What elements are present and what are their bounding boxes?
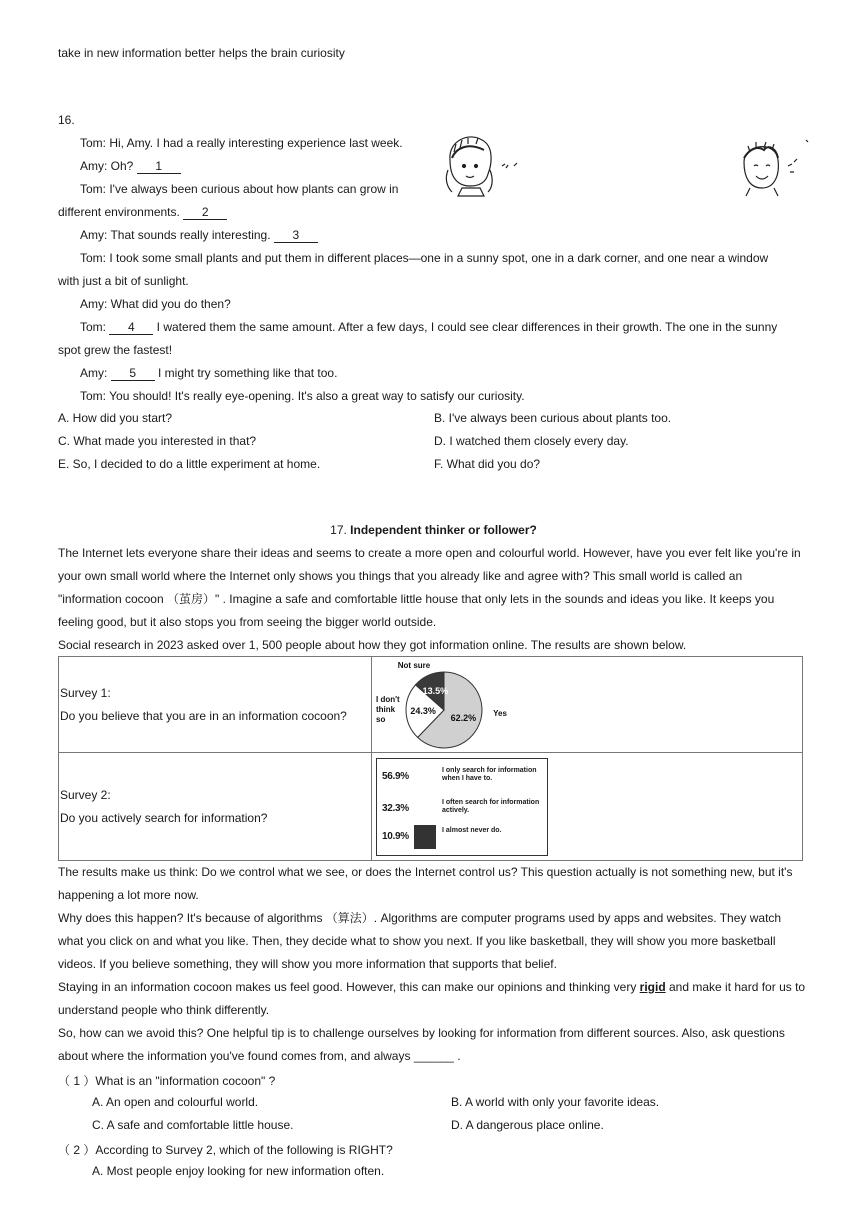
survey-1-chart-cell: [372, 657, 803, 753]
option-a: A. How did you start?: [58, 411, 173, 425]
dialogue-text: Tom:: [80, 320, 110, 334]
dialogue-text: Tom: You should! It's really eye-opening. It's also a great way to satisfy our curiosity.: [80, 389, 525, 403]
survey-2-label: Survey 2:: [60, 787, 111, 802]
para5-text-pre: Staying in an information cocoon makes us feel good. However, this can make our opinions and thinking very: [58, 980, 640, 994]
q17-title: Independent thinker or follower?: [350, 523, 537, 537]
answer-blank-3[interactable]: 3: [274, 228, 318, 243]
pie-category-0: Yes: [493, 708, 507, 718]
survey-2-row: [377, 765, 547, 791]
survey-2-cell: [59, 753, 372, 861]
survey-2-percent: 56.9%: [382, 770, 409, 782]
sub1-option-c: C. A safe and comfortable little house.: [92, 1118, 294, 1132]
dialogue-text: Amy: Oh?: [80, 159, 137, 173]
dialogue-text: Tom: I took some small plants and put them in different places—one in a sunny spot, one in a dark corner, and one near a window: [80, 251, 769, 265]
survey-1-question: Do you believe that you are in an information cocoon?: [60, 708, 347, 723]
dialogue-text: with just a bit of sunlight.: [58, 274, 189, 288]
dialogue-line: [80, 251, 768, 265]
dialogue-line: [80, 320, 777, 335]
q17-paragraph-1: The Internet lets everyone share their ideas and seems to create a more open and colourful world. However, have you ever felt like you're in your own small world where the Internet only shows you things that you already like and agree with? This small world is called an "information cocoon （茧房）" . Imagine a safe and comfortable little house that only lets in the sounds and ideas you like. It keeps you feeling good, but it also stops you from seeing the bigger world outside.: [58, 546, 801, 629]
pie-category-2: Not sure: [397, 660, 431, 670]
dialogue-text: Amy: What did you do then?: [80, 297, 231, 311]
dialogue-text: I watered them the same amount. After a few days, I could see clear differences in their growth. The one in the sunny: [153, 320, 778, 334]
sub1-option-d: D. A dangerous place online.: [451, 1118, 604, 1132]
q17-heading: [0, 523, 867, 537]
dialogue-text: Tom: Hi, Amy. I had a really interesting experience last week.: [80, 136, 403, 150]
girl-reading-illustration: [440, 130, 530, 198]
survey-2-row: [377, 797, 547, 823]
survey-2-swatch: [414, 825, 436, 849]
option-e: E. So, I decided to do a little experiment at home.: [58, 457, 321, 471]
pie-category-1: I don't think so: [376, 694, 400, 724]
q17-number: 17.: [330, 523, 351, 537]
sub2-option-a: A. Most people enjoy looking for new information often.: [92, 1164, 385, 1178]
option-b: B. I've always been curious about plants too.: [434, 411, 672, 425]
dialogue-text: Tom: I've always been curious about how plants can grow in: [80, 182, 399, 196]
pie-label-0: 62.2%: [450, 712, 477, 723]
dialogue-line: [58, 205, 227, 220]
dialogue-line: [80, 297, 231, 311]
survey-2-label: I almost never do.: [442, 826, 502, 834]
survey-2-row: [377, 825, 547, 851]
answer-blank-1[interactable]: 1: [137, 159, 181, 174]
dialogue-line: [58, 343, 172, 357]
pie-label-1: 24.3%: [410, 705, 436, 716]
option-d: D. I watched them closely every day.: [434, 434, 629, 448]
survey-2-chart-cell: [372, 753, 803, 861]
dialogue-text: I might try something like that too.: [154, 366, 338, 380]
answer-blank-5[interactable]: 5: [111, 366, 155, 381]
option-f: F. What did you do?: [434, 457, 541, 471]
survey-2-question: Do you actively search for information?: [60, 810, 268, 825]
answer-blank-2[interactable]: 2: [183, 205, 227, 220]
survey-2-label: I only search for information when I have to.: [442, 766, 537, 782]
dialogue-text: spot grew the fastest!: [58, 343, 173, 357]
survey-1-cell: [59, 657, 372, 753]
boy-smiling-illustration: [736, 136, 812, 198]
top-line: take in new information better helps the brain curiosity: [58, 46, 345, 60]
survey-1-label: Survey 1:: [60, 685, 111, 700]
survey-2-swatch: [414, 765, 436, 789]
survey-table: [58, 656, 803, 861]
sub1-option-b: B. A world with only your favorite ideas.: [451, 1095, 660, 1109]
q17-paragraph-3: The results make us think: Do we control what we see, or does the Internet control us? This question actually is not something new, but it's happening a lot more now.: [58, 865, 793, 902]
dialogue-line: [80, 228, 318, 243]
survey-2-percent: 32.3%: [382, 802, 409, 814]
para5-text-post: and make it hard for us to understand people who think differently.: [58, 980, 806, 1017]
dialogue-text: Amy: That sounds really interesting.: [80, 228, 274, 242]
q17-paragraph-6: So, how can we avoid this? One helpful tip is to challenge ourselves by looking for information from different sources. Also, ask questions about where the information you've found comes from, and always ______ .: [58, 1026, 785, 1063]
dialogue-line: [80, 366, 337, 381]
survey-2-swatch: [414, 797, 436, 821]
dialogue-line: [80, 389, 525, 403]
survey-1-pie-chart: [374, 658, 514, 752]
pie-label-2: 13.5%: [422, 685, 449, 696]
sub-question-1: （ 1 ）What is an "information cocoon" ?: [58, 1074, 276, 1088]
sub1-option-a: A. An open and colourful world.: [92, 1095, 259, 1109]
q16-number: 16.: [58, 113, 75, 127]
survey-2-chart: [376, 758, 548, 856]
survey-2-percent: 10.9%: [382, 830, 409, 842]
q17-paragraph-2: Social research in 2023 asked over 1, 500 people about how they got information online. The results are shown below.: [58, 638, 687, 652]
sub-question-2: （ 2 ）According to Survey 2, which of the following is RIGHT?: [58, 1143, 393, 1157]
dialogue-line: [58, 274, 189, 288]
dialogue-line: [80, 159, 181, 174]
dialogue-text: different environments.: [58, 205, 184, 219]
dialogue-line: [80, 136, 403, 150]
dialogue-text: Amy:: [80, 366, 111, 380]
answer-blank-4[interactable]: 4: [109, 320, 153, 335]
rigid-word: rigid: [639, 980, 666, 994]
dialogue-line: [80, 182, 398, 196]
option-c: C. What made you interested in that?: [58, 434, 257, 448]
survey-2-label: I often search for information actively.: [442, 798, 540, 814]
q17-paragraph-4: Why does this happen? It's because of algorithms （算法）. Algorithms are computer programs used by apps and websites. They watch what you click on and what you like. Then, they decide what to show you next. If you like basketball, they will show you more basketball videos. If you believe something, they will show you more information that supports that belief.: [58, 911, 782, 971]
q17-paragraph-5: [58, 976, 808, 1022]
